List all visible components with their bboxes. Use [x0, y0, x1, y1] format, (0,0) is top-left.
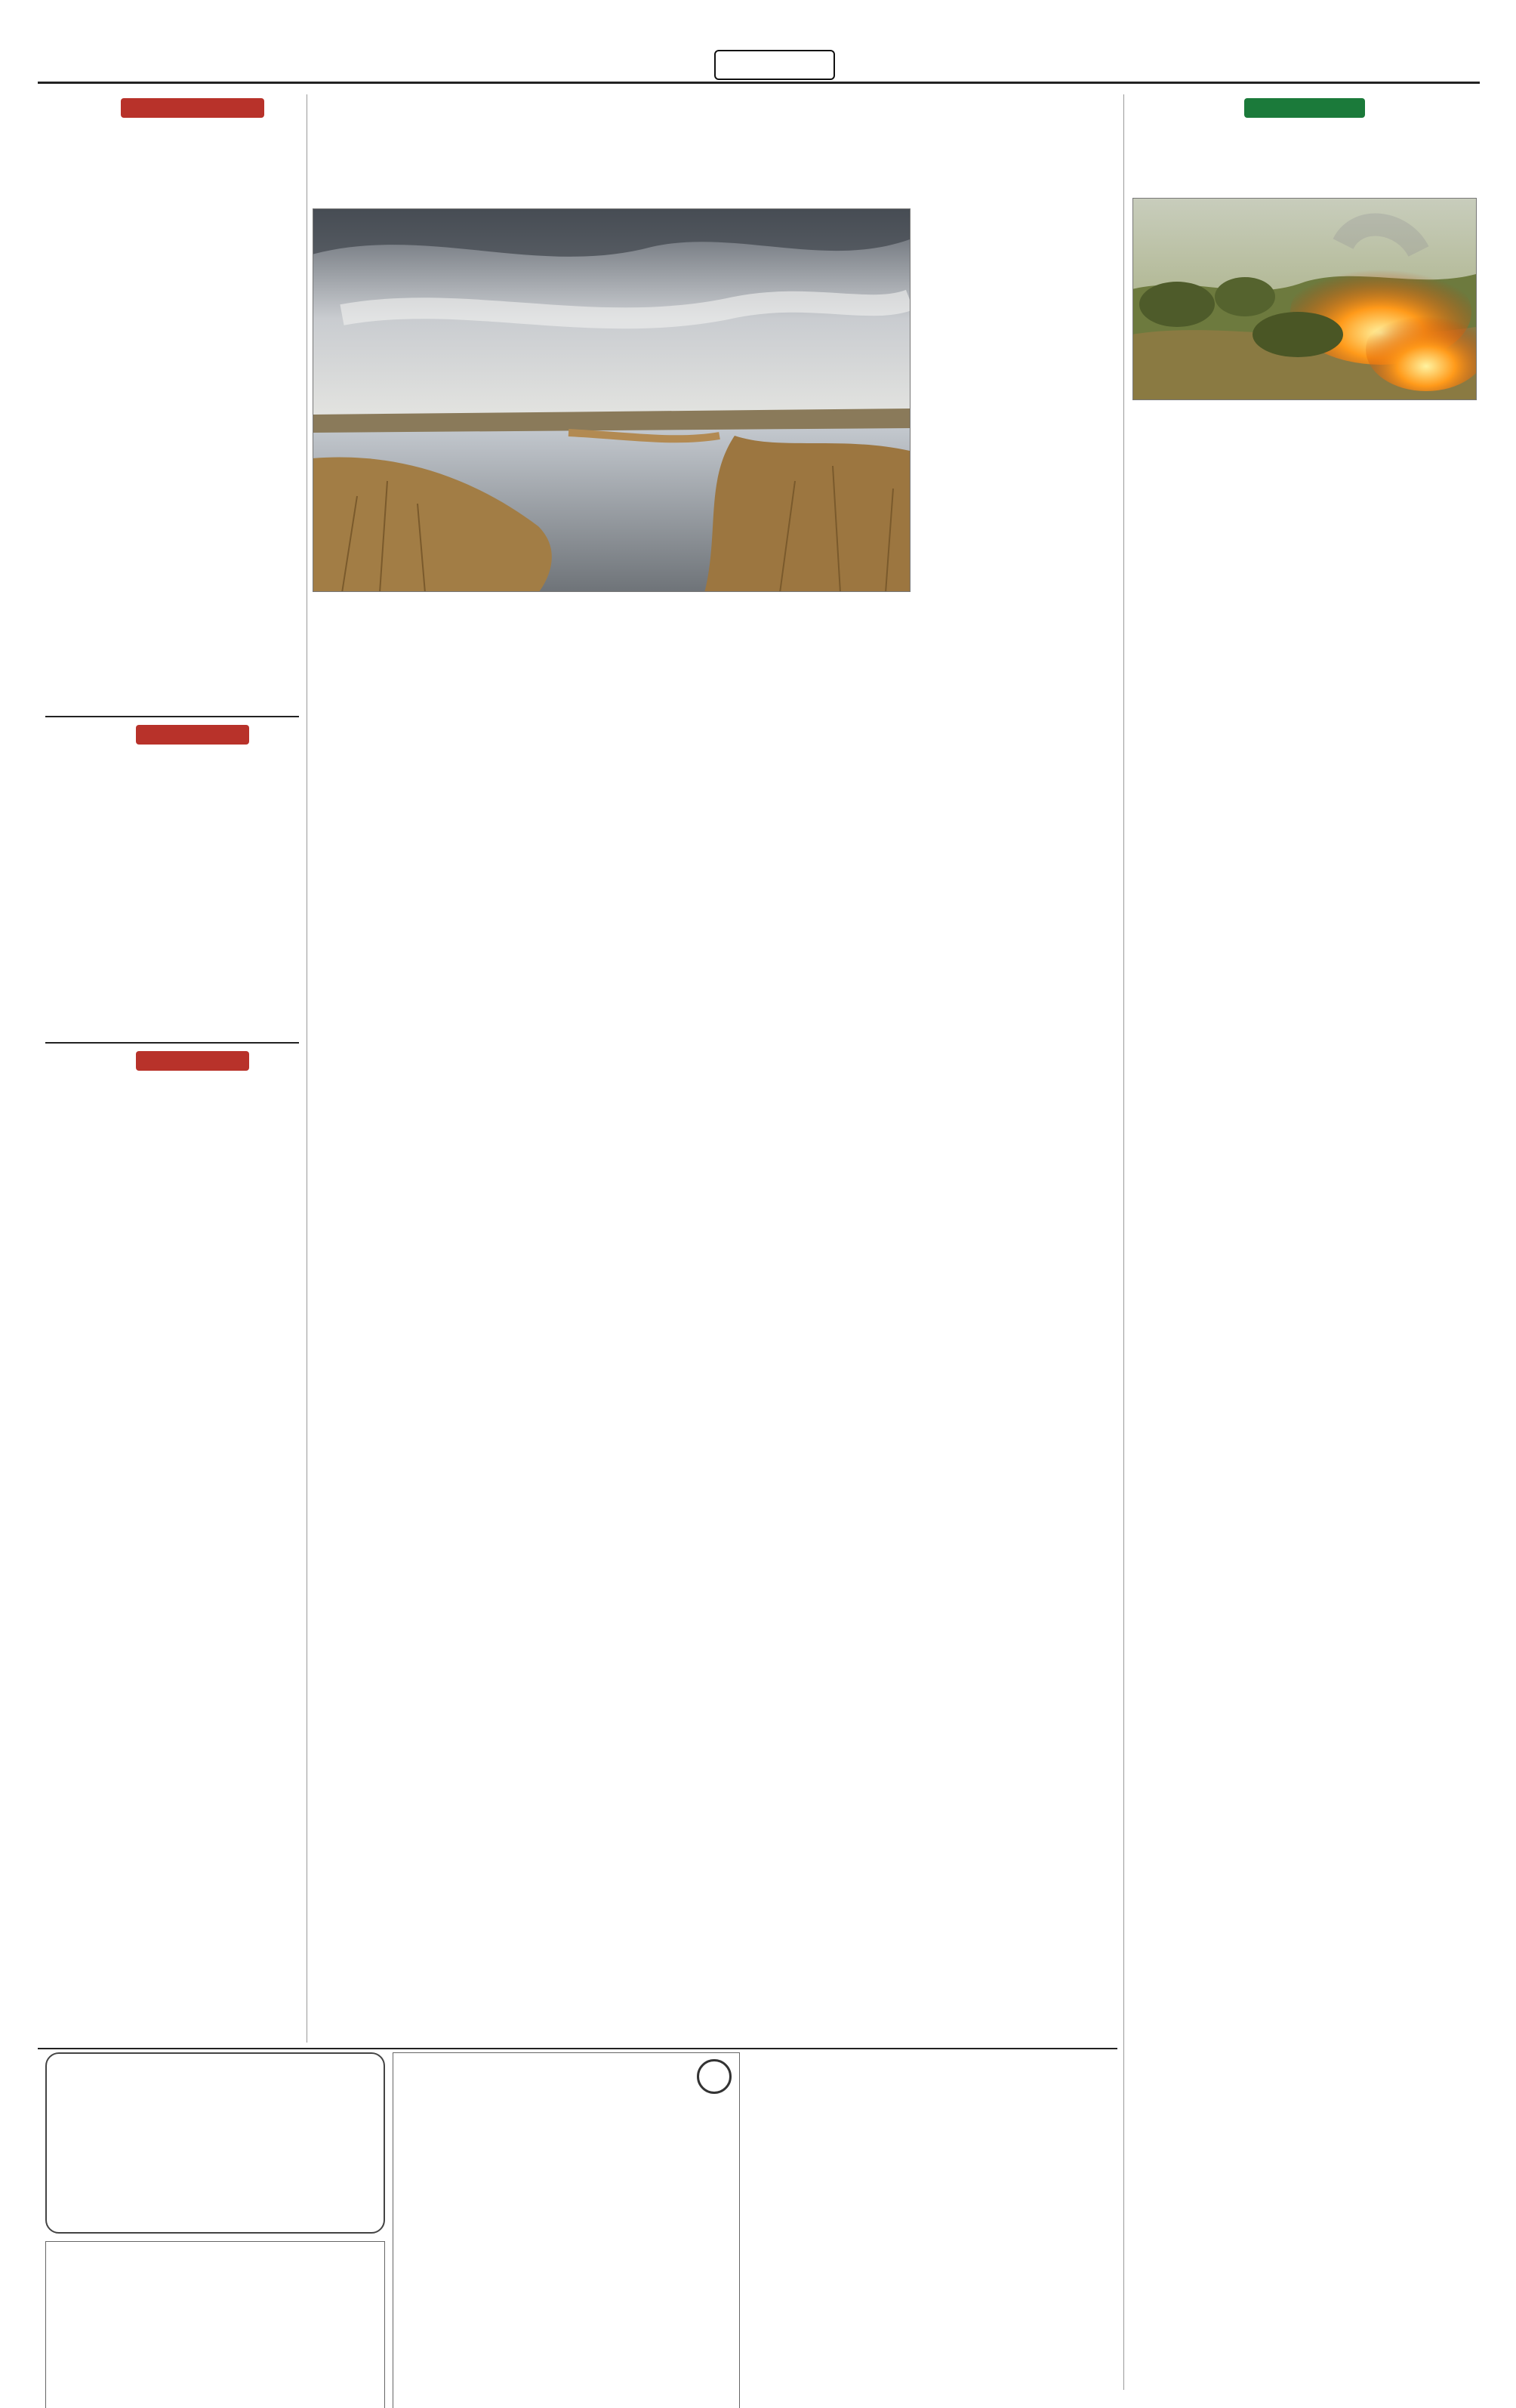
column-rule: [1123, 94, 1124, 2390]
naqab-emblem-icon: [697, 2059, 732, 2094]
main-col-4: [313, 601, 501, 2036]
section-title: [1456, 48, 1478, 82]
main-col-1: [921, 325, 1110, 2039]
kicker-hormozgan: [136, 725, 249, 745]
qazvin-body-left: [747, 2114, 935, 2394]
tender-naqab: [393, 2052, 740, 2408]
qazvin-body-right: [944, 2114, 1110, 2394]
page-header: [0, 0, 1516, 82]
main-col-3: [509, 601, 701, 2036]
section-rule: [45, 716, 299, 717]
wildfire-photo: [1132, 198, 1477, 400]
bottom-rule: [38, 2048, 1117, 2049]
masthead-logo: [714, 50, 835, 80]
registry-notice: [45, 2241, 385, 2408]
main-col-2: [710, 601, 907, 2036]
section-rule: [45, 1042, 299, 1044]
hormozgan-body: [45, 808, 299, 1034]
kicker-sistan: [121, 98, 264, 118]
fars-body: [45, 1133, 299, 2039]
sistan-body: [45, 202, 299, 708]
header-rule: [38, 82, 1480, 84]
kicker-fars: [136, 1051, 249, 1071]
lost-notice: [45, 2052, 385, 2234]
kicker-kurdistan: [1244, 98, 1365, 118]
wetland-photo: [313, 208, 911, 592]
kurdistan-body: [1132, 408, 1477, 2386]
